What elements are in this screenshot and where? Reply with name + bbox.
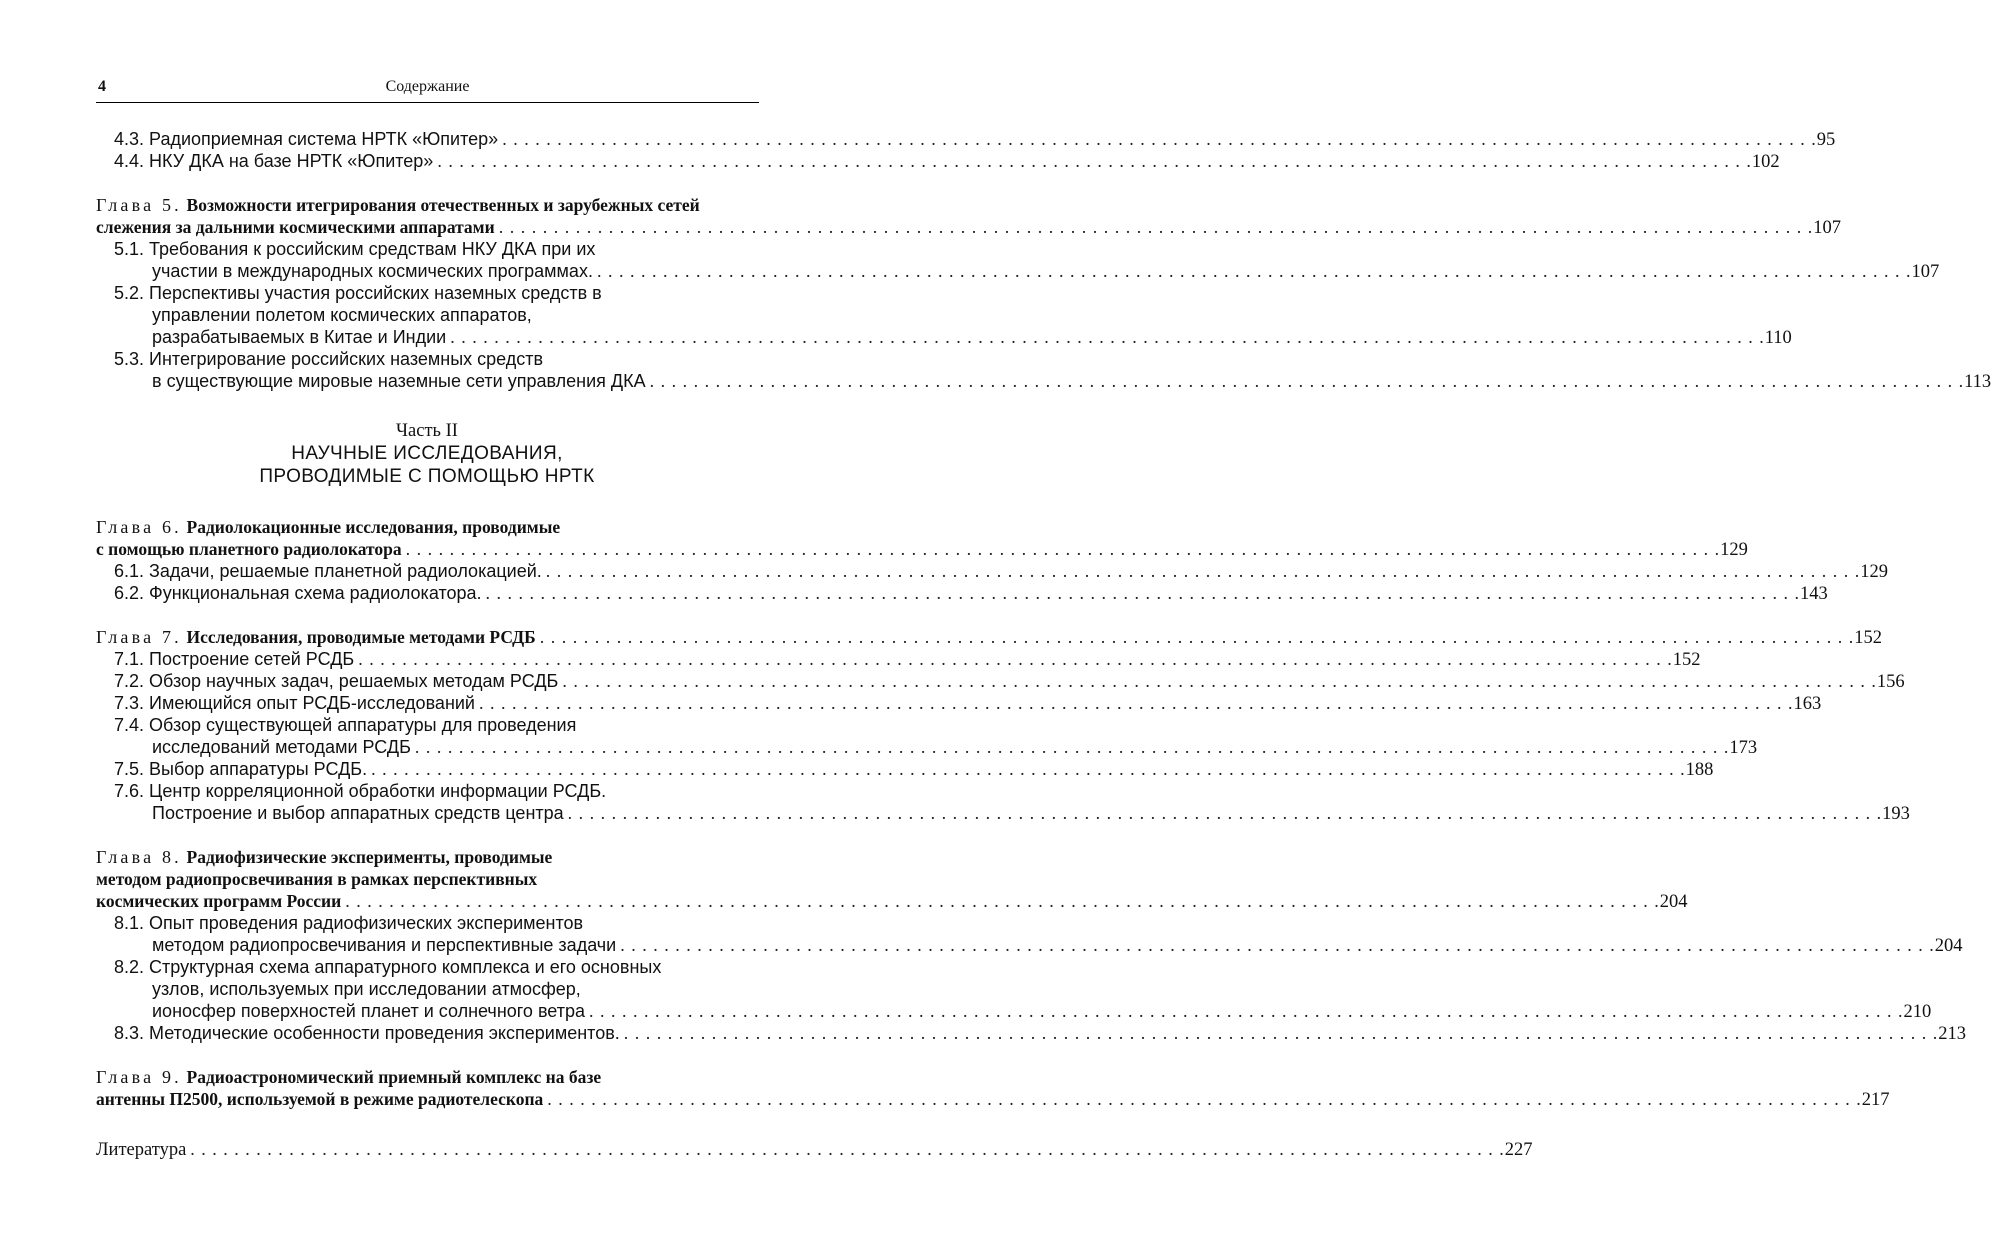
toc-entry-8-3[interactable] <box>96 1022 1967 1044</box>
entry-page: 95 <box>1816 130 1836 150</box>
entry-number: 7.5. <box>114 759 145 779</box>
chapter-5-heading-cont[interactable] <box>96 216 1841 238</box>
toc-entry-literature[interactable] <box>96 1138 1533 1160</box>
entry-title: Структурная схема аппаратурного комплекса и его основных <box>149 957 662 977</box>
entry-title-cont: разрабатываемых в Китае и Индии <box>152 327 447 347</box>
entry-number: 8.3. <box>114 1023 145 1043</box>
table-of-contents <box>96 128 1991 1160</box>
toc-entry-6-2[interactable] <box>96 582 1828 604</box>
entry-title: НКУ ДКА на базе НРТК «Юпитер» <box>149 151 434 171</box>
toc-entry-5-1[interactable] <box>96 238 758 260</box>
toc-entry-5-2[interactable] <box>96 282 758 304</box>
toc-entry-8-2[interactable] <box>96 956 758 978</box>
entry-title: Методические особенности проведения экспериментов. <box>149 1023 620 1043</box>
entry-page: 156 <box>1876 672 1905 692</box>
chapter-title: Радиолокационные исследования, проводимые <box>186 517 561 537</box>
toc-entry-7-1[interactable] <box>96 648 1701 670</box>
entry-title-cont: ионосфер поверхностей планет и солнечного ветра <box>152 1001 585 1021</box>
entry-page: 210 <box>1903 1002 1932 1022</box>
chapter-title: Возможности итегрирования отечественных и зарубежных сетей <box>186 195 700 215</box>
chapter-title: Радиоастрономический приемный комплекс на базе <box>186 1067 602 1087</box>
chapter-page: 129 <box>1720 540 1748 560</box>
chapter-page: 204 <box>1659 892 1688 912</box>
part-title-cont: ПРОВОДИМЫЕ С ПОМОЩЬЮ НРТК <box>259 466 595 487</box>
chapter-8-heading[interactable] <box>96 846 758 868</box>
dot-leader: . . . . . . . . . . . . . . . . . . . . . . . . . . . . . . . . . . . . . . . . . . . . . . . . . . . . . . . . . . . . . . . . . . . . . . . . . . . . . . . . . . . . . . . . . . . . . . . . . . . . . . . . . . . . . . . . . . . . . . . . <box>485 583 1801 603</box>
entry-page: 107 <box>1911 262 1940 282</box>
toc-entry-5-1-cont[interactable] <box>96 260 1940 282</box>
dot-leader: . . . . . . . . . . . . . . . . . . . . . . . . . . . . . . . . . . . . . . . . . . . . . . . . . . . . . . . . . . . . . . . . . . . . . . . . . . . . . . . . . . . . . . . . . . . . . . . . . . . . . . . . . . . . . . . . . . . . . . . . <box>623 1023 1939 1043</box>
toc-entry-8-2-cont2[interactable] <box>96 1000 1932 1022</box>
toc-entry-7-6-cont[interactable] <box>96 802 1910 824</box>
chapter-title: Исследования, проводимые методами РСДБ <box>186 627 536 647</box>
toc-entry-6-1[interactable] <box>96 560 1889 582</box>
entry-page: 152 <box>1672 650 1701 670</box>
dot-leader: . . . . . . . . . . . . . . . . . . . . . . . . . . . . . . . . . . . . . . . . . . . . . . . . . . . . . . . . . . . . . . . . . . . . . . . . . . . . . . . . . . . . . . . . . . . . . . . . . . . . . . . . . . . . . . . . . . . . . . . . <box>450 327 1765 347</box>
chapter-page: 217 <box>1861 1090 1890 1110</box>
dot-leader: . . . . . . . . . . . . . . . . . . . . . . . . . . . . . . . . . . . . . . . . . . . . . . . . . . . . . . . . . . . . . . . . . . . . . . . . . . . . . . . . . . . . . . . . . . . . . . . . . . . . . . . . . . . . . . . . . . . . . . . . <box>547 1089 1862 1109</box>
entry-number: 6.2. <box>114 583 145 603</box>
chapter-page: 152 <box>1854 628 1882 648</box>
toc-entry-7-4[interactable] <box>96 714 758 736</box>
entry-title: Обзор научных задач, решаемых методам РСДБ <box>149 671 559 691</box>
entry-title-cont: Построение и выбор аппаратных средств центра <box>152 803 564 823</box>
entry-number: 4.4. <box>114 151 145 171</box>
entry-page: 204 <box>1934 936 1963 956</box>
entry-number: 5.1. <box>114 239 145 259</box>
entry-number: 7.6. <box>114 781 145 801</box>
chapter-title-cont: методом радиопросвечивания в рамках перспективных <box>96 869 538 889</box>
chapter-6-heading[interactable] <box>96 516 758 538</box>
entry-page: 173 <box>1729 738 1758 758</box>
part-title: НАУЧНЫЕ ИССЛЕДОВАНИЯ, <box>291 443 563 464</box>
entry-page: 110 <box>1764 328 1792 348</box>
entry-number: 4.3. <box>114 129 145 149</box>
entry-page: 113 <box>1964 372 1991 392</box>
dot-leader: . . . . . . . . . . . . . . . . . . . . . . . . . . . . . . . . . . . . . . . . . . . . . . . . . . . . . . . . . . . . . . . . . . . . . . . . . . . . . . . . . . . . . . . . . . . . . . . . . . . . . . . . . . . . . . . . . . . . . . . . <box>588 1001 1904 1021</box>
literature-label: Литература <box>96 1140 187 1160</box>
entry-title: Выбор аппаратуры РСДБ. <box>149 759 368 779</box>
entry-page: 213 <box>1938 1024 1967 1044</box>
dot-leader: . . . . . . . . . . . . . . . . . . . . . . . . . . . . . . . . . . . . . . . . . . . . . . . . . . . . . . . . . . . . . . . . . . . . . . . . . . . . . . . . . . . . . . . . . . . . . . . . . . . . . . . . . . . . . . . . . . . . . . . . <box>539 627 1855 647</box>
chapter-title-cont: с помощью планетного радиолокатора <box>96 539 402 559</box>
chapter-label: Глава 9. <box>96 1067 182 1087</box>
dot-leader: . . . . . . . . . . . . . . . . . . . . . . . . . . . . . . . . . . . . . . . . . . . . . . . . . . . . . . . . . . . . . . . . . . . . . . . . . . . . . . . . . . . . . . . . . . . . . . . . . . . . . . . . . . . . . . . . . . . . . . . . <box>414 737 1730 757</box>
chapter-7-heading[interactable] <box>96 626 1882 648</box>
toc-entry-7-3[interactable] <box>96 692 1822 714</box>
dot-leader: . . . . . . . . . . . . . . . . . . . . . . . . . . . . . . . . . . . . . . . . . . . . . . . . . . . . . . . . . . . . . . . . . . . . . . . . . . . . . . . . . . . . . . . . . . . . . . . . . . . . . . . . . . . . . . . . . . . . . . . . <box>405 539 1721 559</box>
dot-leader: . . . . . . . . . . . . . . . . . . . . . . . . . . . . . . . . . . . . . . . . . . . . . . . . . . . . . . . . . . . . . . . . . . . . . . . . . . . . . . . . . . . . . . . . . . . . . . . . . . . . . . . . . . . . . . . . . . . . . . . . <box>371 759 1686 779</box>
dot-leader: . . . . . . . . . . . . . . . . . . . . . . . . . . . . . . . . . . . . . . . . . . . . . . . . . . . . . . . . . . . . . . . . . . . . . . . . . . . . . . . . . . . . . . . . . . . . . . . . . . . . . . . . . . . . . . . . . . . . . . . . <box>596 261 1912 281</box>
entry-title-cont: методом радиопросвечивания и перспективные задачи <box>152 935 617 955</box>
toc-entry-5-3-cont[interactable] <box>96 370 1991 392</box>
entry-number: 8.1. <box>114 913 145 933</box>
literature-page: 227 <box>1504 1140 1533 1160</box>
entry-title: Радиоприемная система НРТК «Юпитер» <box>149 129 499 149</box>
entry-number: 7.2. <box>114 671 145 691</box>
entry-number: 5.3. <box>114 349 145 369</box>
entry-page: 129 <box>1860 562 1889 582</box>
dot-leader: . . . . . . . . . . . . . . . . . . . . . . . . . . . . . . . . . . . . . . . . . . . . . . . . . . . . . . . . . . . . . . . . . . . . . . . . . . . . . . . . . . . . . . . . . . . . . . . . . . . . . . . . . . . . . . . . . . . . . . . . <box>190 1139 1505 1159</box>
toc-entry-5-2-cont <box>96 304 758 326</box>
part-label: Часть II <box>396 421 458 441</box>
toc-entry-5-2-cont2[interactable] <box>96 326 1792 348</box>
dot-leader: . . . . . . . . . . . . . . . . . . . . . . . . . . . . . . . . . . . . . . . . . . . . . . . . . . . . . . . . . . . . . . . . . . . . . . . . . . . . . . . . . . . . . . . . . . . . . . . . . . . . . . . . . . . . . . . . . . . . . . . . <box>345 891 1660 911</box>
entry-number: 7.4. <box>114 715 145 735</box>
chapter-9-heading-cont[interactable] <box>96 1088 1890 1110</box>
dot-leader: . . . . . . . . . . . . . . . . . . . . . . . . . . . . . . . . . . . . . . . . . . . . . . . . . . . . . . . . . . . . . . . . . . . . . . . . . . . . . . . . . . . . . . . . . . . . . . . . . . . . . . . . . . . . . . . . . . . . . . . . <box>479 693 1794 713</box>
toc-entry-4-3[interactable] <box>96 128 1836 150</box>
dot-leader: . . . . . . . . . . . . . . . . . . . . . . . . . . . . . . . . . . . . . . . . . . . . . . . . . . . . . . . . . . . . . . . . . . . . . . . . . . . . . . . . . . . . . . . . . . . . . . . . . . . . . . . . . . . . . . . . . . . . . . . . <box>498 217 1814 237</box>
entry-number: 5.2. <box>114 283 145 303</box>
entry-title-cont: узлов, используемых при исследовании атмосфер, <box>152 979 581 999</box>
running-title: Содержание <box>385 78 470 95</box>
toc-entry-7-2[interactable] <box>96 670 1905 692</box>
entry-title: Имеющийся опыт РСДБ-исследований <box>149 693 475 713</box>
page-header <box>96 76 759 103</box>
entry-number: 6.1. <box>114 561 145 581</box>
chapter-label: Глава 5. <box>96 195 182 215</box>
entry-title: Обзор существующей аппаратуры для проведения <box>149 715 577 735</box>
chapter-6-heading-cont[interactable] <box>96 538 1748 560</box>
entry-title: Функциональная схема радиолокатора. <box>149 583 482 603</box>
dot-leader: . . . . . . . . . . . . . . . . . . . . . . . . . . . . . . . . . . . . . . . . . . . . . . . . . . . . . . . . . . . . . . . . . . . . . . . . . . . . . . . . . . . . . . . . . . . . . . . . . . . . . . . . . . . . . . . . . . . . . . . . <box>358 649 1673 669</box>
chapter-label: Глава 8. <box>96 847 182 867</box>
entry-title-cont: исследований методами РСДБ <box>152 737 411 757</box>
page-number: 4 <box>98 78 106 95</box>
toc-entry-8-2-cont <box>96 978 758 1000</box>
toc-entry-8-1[interactable] <box>96 912 758 934</box>
entry-title: Интегрирование российских наземных средств <box>149 349 544 369</box>
chapter-title: Радиофизические эксперименты, проводимые <box>186 847 553 867</box>
entry-title: Опыт проведения радиофизических экспериментов <box>149 913 584 933</box>
entry-number: 7.1. <box>114 649 145 669</box>
entry-page: 193 <box>1882 804 1910 824</box>
toc-entry-7-6[interactable] <box>96 780 758 802</box>
toc-entry-7-5[interactable] <box>96 758 1714 780</box>
dot-leader: . . . . . . . . . . . . . . . . . . . . . . . . . . . . . . . . . . . . . . . . . . . . . . . . . . . . . . . . . . . . . . . . . . . . . . . . . . . . . . . . . . . . . . . . . . . . . . . . . . . . . . . . . . . . . . . . . . . . . . . . <box>567 803 1883 823</box>
dot-leader: . . . . . . . . . . . . . . . . . . . . . . . . . . . . . . . . . . . . . . . . . . . . . . . . . . . . . . . . . . . . . . . . . . . . . . . . . . . . . . . . . . . . . . . . . . . . . . . . . . . . . . . . . . . . . . . . . . . . . . . . <box>562 671 1877 691</box>
chapter-title-cont: космических программ России <box>96 891 342 911</box>
entry-title: Центр корреляционной обработки информации РСДБ. <box>149 781 607 801</box>
entry-page: 143 <box>1800 584 1828 604</box>
entry-title-cont: участии в международных космических программах. <box>152 261 593 281</box>
part-2-heading <box>96 420 758 488</box>
chapter-9-heading[interactable] <box>96 1066 758 1088</box>
chapter-page: 107 <box>1813 218 1841 238</box>
chapter-label: Глава 7. <box>96 627 182 647</box>
chapter-8-heading-cont <box>96 868 758 890</box>
toc-entry-8-1-cont[interactable] <box>96 934 1963 956</box>
entry-number: 8.2. <box>114 957 145 977</box>
toc-entry-4-4[interactable] <box>96 150 1780 172</box>
toc-entry-5-3[interactable] <box>96 348 758 370</box>
dot-leader: . . . . . . . . . . . . . . . . . . . . . . . . . . . . . . . . . . . . . . . . . . . . . . . . . . . . . . . . . . . . . . . . . . . . . . . . . . . . . . . . . . . . . . . . . . . . . . . . . . . . . . . . . . . . . . . . . . . . . . . . <box>502 129 1817 149</box>
chapter-title-cont: слежения за дальними космическими аппаратами <box>96 217 495 237</box>
chapter-5-heading[interactable] <box>96 194 758 216</box>
entry-title: Построение сетей РСДБ <box>149 649 355 669</box>
entry-page: 163 <box>1793 694 1822 714</box>
dot-leader: . . . . . . . . . . . . . . . . . . . . . . . . . . . . . . . . . . . . . . . . . . . . . . . . . . . . . . . . . . . . . . . . . . . . . . . . . . . . . . . . . . . . . . . . . . . . . . . . . . . . . . . . . . . . . . . . . . . . . . . . <box>649 371 1965 391</box>
toc-entry-7-4-cont[interactable] <box>96 736 1758 758</box>
dot-leader: . . . . . . . . . . . . . . . . . . . . . . . . . . . . . . . . . . . . . . . . . . . . . . . . . . . . . . . . . . . . . . . . . . . . . . . . . . . . . . . . . . . . . . . . . . . . . . . . . . . . . . . . . . . . . . . . . . . . . . . . <box>620 935 1935 955</box>
entry-page: 188 <box>1685 760 1714 780</box>
chapter-label: Глава 6. <box>96 517 182 537</box>
entry-number: 7.3. <box>114 693 145 713</box>
entry-page: 102 <box>1751 152 1780 172</box>
chapter-8-heading-cont2[interactable] <box>96 890 1688 912</box>
dot-leader: . . . . . . . . . . . . . . . . . . . . . . . . . . . . . . . . . . . . . . . . . . . . . . . . . . . . . . . . . . . . . . . . . . . . . . . . . . . . . . . . . . . . . . . . . . . . . . . . . . . . . . . . . . . . . . . . . . . . . . . . <box>545 561 1861 581</box>
entry-title: Перспективы участия российских наземных средств в <box>149 283 602 303</box>
dot-leader: . . . . . . . . . . . . . . . . . . . . . . . . . . . . . . . . . . . . . . . . . . . . . . . . . . . . . . . . . . . . . . . . . . . . . . . . . . . . . . . . . . . . . . . . . . . . . . . . . . . . . . . . . . . . . . . . . . . . . . . . <box>437 151 1752 171</box>
entry-title: Задачи, решаемые планетной радиолокацией. <box>149 561 542 581</box>
chapter-title-cont: антенны П2500, используемой в режиме радиотелескопа <box>96 1089 544 1109</box>
entry-title: Требования к российским средствам НКУ ДКА при их <box>149 239 596 259</box>
entry-title-cont: управлении полетом космических аппаратов, <box>152 305 532 325</box>
entry-title-cont: в существующие мировые наземные сети управления ДКА <box>152 371 646 391</box>
